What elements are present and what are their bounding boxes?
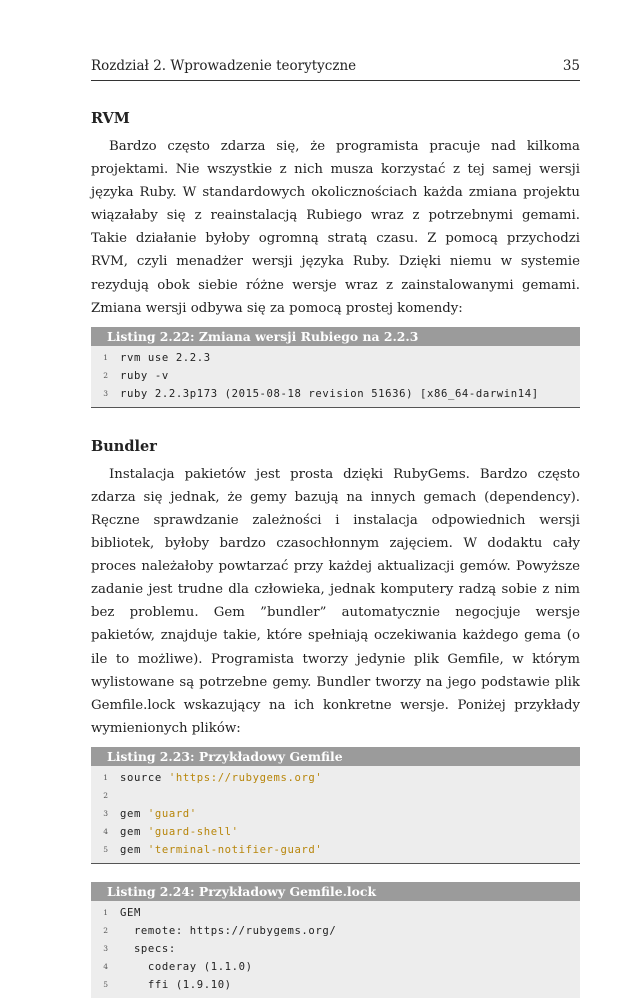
line-number: 5 <box>103 844 108 854</box>
listing-2-23 <box>91 747 580 864</box>
page-number: 35 <box>562 58 580 74</box>
code-keyword: gem <box>120 825 148 838</box>
code-text: ffi (1.9.10) <box>120 978 232 991</box>
line-number: 1 <box>103 772 108 782</box>
code-text: rvm use 2.2.3 <box>120 351 211 364</box>
main-content <box>91 110 580 998</box>
code-text: ruby -v <box>120 369 169 382</box>
listing-2-22 <box>91 327 580 408</box>
paragraph-rvm: Bardzo często zdarza się, że programista pracuje nad kilkoma projektami. Nie wszystkie z nich musza korzystać z tej samej wersji języka Ruby. W standardowych okolicznościach każda zmiana projektu wiązałaby się z reainstalacją Rubiego wraz z potrzebnymi gemami. Takie działanie byłoby ogromną stratą czasu. Z pomocą przychodzi RVM, czyli menadżer wersji języka Ruby. Dzięki niemu w systemie rezydują obok siebie różne wersje wraz z zainstalowanymi gemami. Zmiana wersji odbywa się za pomocą prostej komendy: <box>91 139 580 316</box>
code-line <box>91 805 580 823</box>
listing-title: Listing 2.22: Zmiana wersji Rubiego na 2.2.3 <box>91 327 580 346</box>
line-number: 4 <box>103 826 108 836</box>
section-rvm <box>91 110 580 408</box>
section-bundler <box>91 438 580 998</box>
code-text: specs: <box>120 942 176 955</box>
section-heading-bundler: Bundler <box>91 437 157 455</box>
running-header <box>91 58 580 78</box>
chapter-title: Rozdział 2. Wprowadzenie teorytyczne <box>91 58 357 74</box>
line-number: 2 <box>103 370 108 380</box>
code-line <box>91 823 580 841</box>
code-text: GEM <box>120 906 141 919</box>
code-keyword: source <box>120 771 169 784</box>
code-text: coderay (1.1.0) <box>120 960 253 973</box>
line-number: 3 <box>103 943 108 953</box>
code-line <box>91 787 580 805</box>
code-text: ruby 2.2.3p173 (2015-08-18 revision 51636) [x86_64-darwin14] <box>120 387 539 400</box>
line-number: 2 <box>103 925 108 935</box>
code-line <box>91 958 580 976</box>
code-string: 'https://rubygems.org' <box>168 771 323 784</box>
code-keyword: gem <box>120 807 148 820</box>
code-line <box>91 940 580 958</box>
code-keyword: gem <box>120 843 148 856</box>
line-number: 3 <box>103 808 108 818</box>
paragraph-bundler: Instalacja pakietów jest prosta dzięki RubyGems. Bardzo często zdarza się jednak, że gemy bazują na innych gemach (dependency). Ręczne sprawdzanie zależności i instalacja odpowiednich wersji bibliotek, byłoby bardzo czasochłonnym zajęciem. W dodaktu cały proces należałoby powtarzać przy każdej aktualizacji gemów. Powyższe zadanie jest trudne dla człowieka, jednak komputery radzą sobie z nim bez problemu. Gem ”bundler” automatycznie negocjuje wersje pakietów, znajduje takie, które spełniają oczekiwania każdego gema (o ile to możliwe). Programista tworzy jedynie plik Gemfile, w którym wylistowane są potrzebne gemy. Bundler tworzy na jego podstawie plik Gemfile.lock wskazujący na ich konkretne wersje. Poniżej przykłady wymienionych plików: <box>91 466 580 736</box>
code-text: remote: https://rubygems.org/ <box>120 924 337 937</box>
code-line <box>91 922 580 940</box>
code-string: 'guard-shell' <box>147 825 239 838</box>
header-rule <box>91 80 580 81</box>
line-number: 1 <box>103 352 108 362</box>
line-number: 4 <box>103 961 108 971</box>
code-line <box>91 904 580 922</box>
code-string: 'guard' <box>147 807 197 820</box>
listing-title: Listing 2.23: Przykładowy Gemfile <box>91 747 580 766</box>
section-heading-rvm: RVM <box>91 110 130 127</box>
code-line <box>91 976 580 994</box>
code-string: 'terminal-notifier-guard' <box>147 843 323 856</box>
code-line <box>91 841 580 859</box>
code-line <box>91 367 580 385</box>
line-number: 1 <box>103 907 108 917</box>
listing-title: Listing 2.24: Przykładowy Gemfile.lock <box>91 882 580 901</box>
code-line <box>91 769 580 787</box>
listing-2-24 <box>91 882 580 998</box>
code-block <box>91 346 580 408</box>
code-block <box>91 901 580 998</box>
line-number: 5 <box>103 979 108 989</box>
code-line <box>91 385 580 403</box>
line-number: 2 <box>103 790 108 800</box>
line-number: 3 <box>103 388 108 398</box>
code-block <box>91 766 580 864</box>
code-line <box>91 349 580 367</box>
